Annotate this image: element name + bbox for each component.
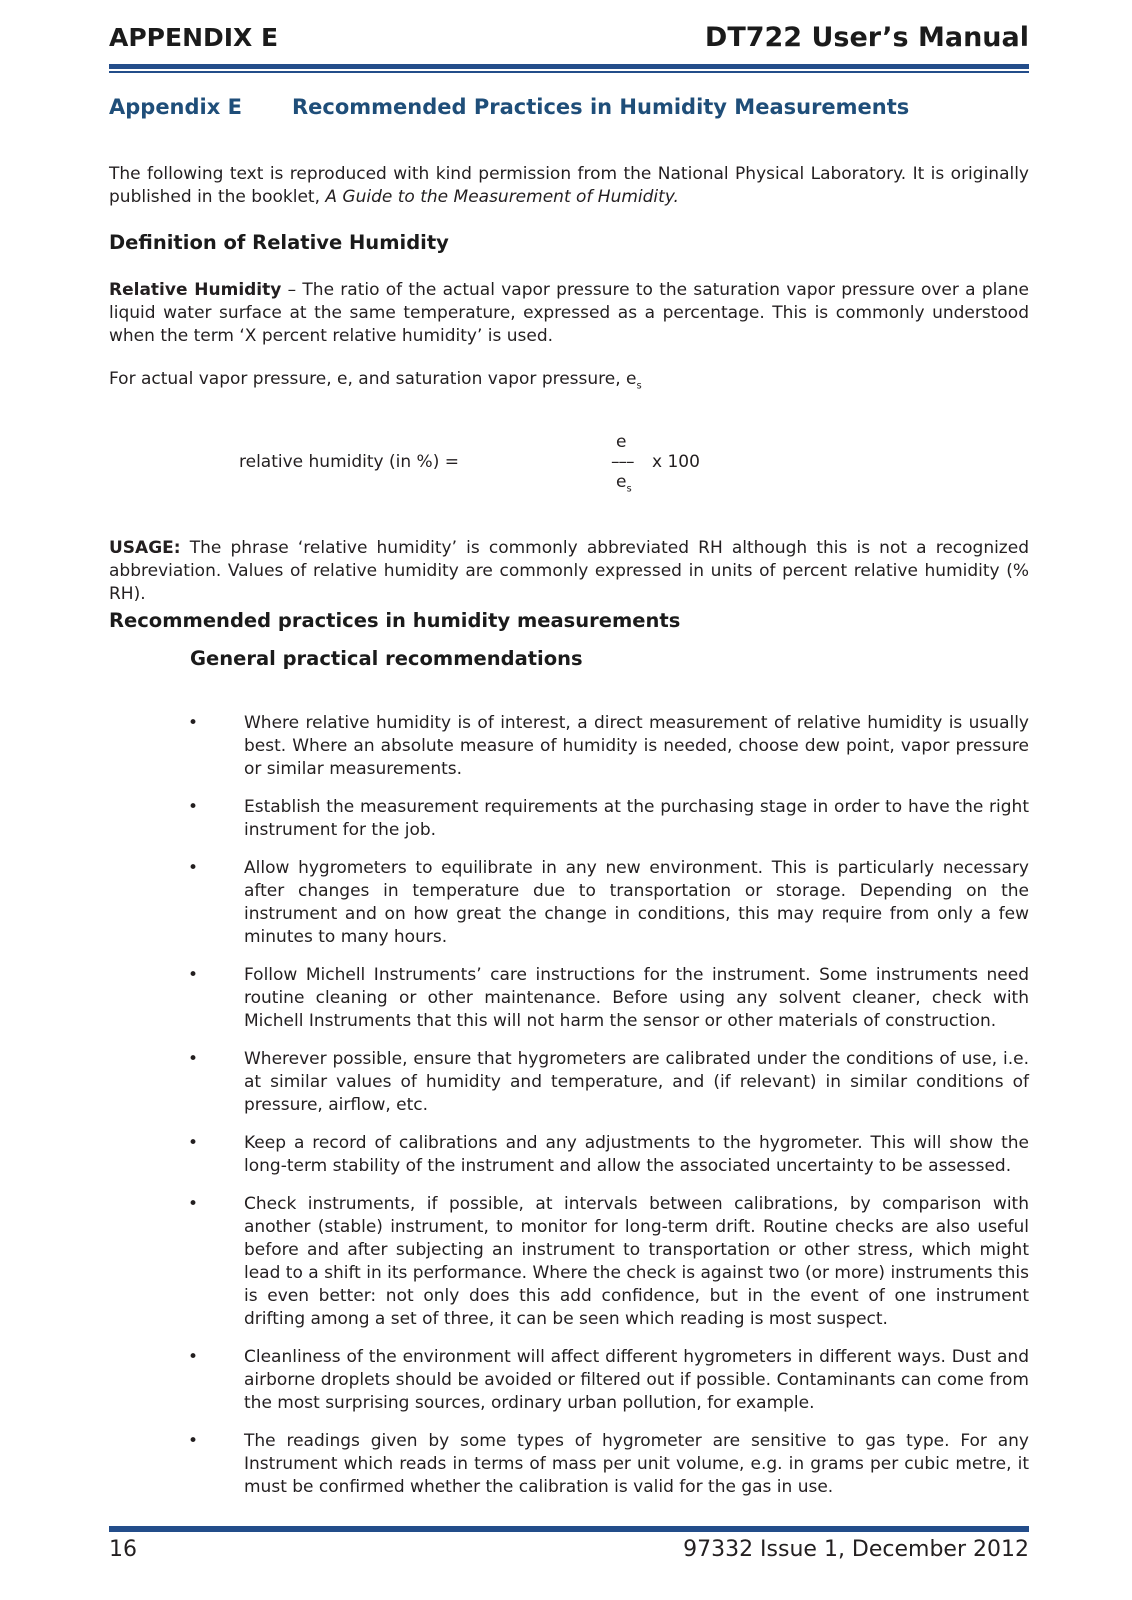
formula-numerator: e [616,432,627,452]
list-item-text: Wherever possible, ensure that hygrometers are calibrated under the conditions of use, i.e. at similar values of humidity and temperature, and (if relevant) in similar conditions of pressure, airflow, etc. [244,1049,1029,1115]
list-item-text: Cleanliness of the environment will affect different hygrometers in different ways. Dust and airborne droplets should be avoided or filtered out if possible. Contaminants can come from the most surprising sources, ordinary urban pollution, for example. [244,1347,1029,1413]
appendix-title [109,95,909,119]
list-item [109,964,1029,1033]
list-item [109,1346,1029,1415]
bullet-icon: • [188,1049,199,1069]
list-item [109,1048,1029,1117]
definition-text: – The ratio of the actual vapor pressure to the saturation vapor pressure over a plane liquid water surface at the same temperature, expressed as a percentage. This is commonly understood when the term ‘X percent relative humidity’ is used. [109,280,1029,346]
intro-paragraph [109,163,1029,209]
list-item-text: Establish the measurement requirements at the purchasing stage in order to have the right instrument for the job. [244,797,1029,840]
list-item [109,1430,1029,1499]
bullet-icon: • [188,1347,199,1367]
pressure-line [109,368,1029,397]
header-rule [109,64,1029,69]
footer-rule [109,1526,1029,1532]
definition-heading: Definition of Relative Humidity [109,231,449,254]
bullet-icon: • [188,713,199,733]
pressure-line-subscript: s [636,380,642,392]
bullet-icon: • [188,1431,199,1451]
list-item-text: Where relative humidity is of interest, a direct measurement of relative humidity is usually best. Where an absolute measure of humidity is needed, choose dew point, vapor pressure or similar measurements. [244,713,1029,779]
bullet-icon: • [188,965,199,985]
list-item [109,796,1029,842]
usage-label: USAGE: [109,538,181,558]
definition-term: Relative Humidity [109,280,282,300]
list-item-text: The readings given by some types of hygrometer are sensitive to gas type. For any Instrument which reads in terms of mass per unit volume, e.g. in grams per cubic metre, it must be confirmed whether the calibration is valid for the gas in use. [244,1431,1029,1497]
practices-subheading: General practical recommendations [190,647,583,670]
header-manual-title: DT722 User’s Manual [704,22,1029,53]
header-rule-thin [109,71,1029,73]
bullet-icon: • [188,1133,199,1153]
practices-heading: Recommended practices in humidity measurements [109,609,681,632]
list-item [109,1132,1029,1178]
page-header [109,18,1029,58]
pressure-line-text: For actual vapor pressure, e, and saturation vapor pressure, e [109,369,637,389]
intro-text: The following text is reproduced with kind permission from the National Physical Laboratory. It is originally published in the booklet, [109,164,1029,207]
list-item [109,857,1029,949]
list-item-text: Check instruments, if possible, at intervals between calibrations, by comparison with another (stable) instrument, to monitor for long-term drift. Routine checks are also useful before and after subjecting an instrument to transportation or other stress, which might lead to a shift in its performance. Where the check is against two (or more) instruments this is even better: not only does this add confidence, but in the event of one instrument drifting among a set of three, it can be seen which reading is most suspect. [244,1194,1029,1329]
footer-issue: 97332 Issue 1, December 2012 [683,1537,1029,1562]
recommendations-list [109,712,1029,1514]
page-number: 16 [109,1537,137,1562]
formula-multiplier: x 100 [652,452,700,472]
bullet-icon: • [188,858,199,878]
list-item [109,1193,1029,1331]
usage-paragraph [109,537,1029,606]
bullet-icon: • [188,797,199,817]
definition-paragraph [109,279,1029,348]
formula-label: relative humidity (in %) = [239,452,459,472]
formula-denominator-base: e [616,472,627,492]
list-item-text: Allow hygrometers to equilibrate in any new environment. This is particularly necessary after changes in temperature due to transportation or storage. Depending on the instrument and on how great the change in conditions, this may require from only a few minutes to many hours. [244,858,1029,947]
usage-text: The phrase ‘relative humidity’ is commonly abbreviated RH although this is not a recognized abbreviation. Values of relative humidity are commonly expressed in units of percent relative humidity (% RH). [109,538,1029,604]
header-appendix-label: APPENDIX E [109,23,279,52]
formula-denominator [616,472,632,494]
formula-fraction-bar: ––– [611,452,634,472]
list-item [109,712,1029,781]
rh-formula [239,432,700,502]
bullet-icon: • [188,1194,199,1214]
list-item-text: Follow Michell Instruments’ care instructions for the instrument. Some instruments need routine cleaning or other maintenance. Before using any solvent cleaner, check with Michell Instruments that this will not harm the sensor or other materials of construction. [244,965,1029,1031]
appendix-title-text: Recommended Practices in Humidity Measurements [292,95,910,119]
formula-denominator-subscript: s [626,483,632,495]
list-item-text: Keep a record of calibrations and any adjustments to the hygrometer. This will show the long-term stability of the instrument and allow the associated uncertainty to be assessed. [244,1133,1029,1176]
appendix-number: Appendix E [109,95,242,119]
intro-book-title: A Guide to the Measurement of Humidity. [325,187,679,207]
